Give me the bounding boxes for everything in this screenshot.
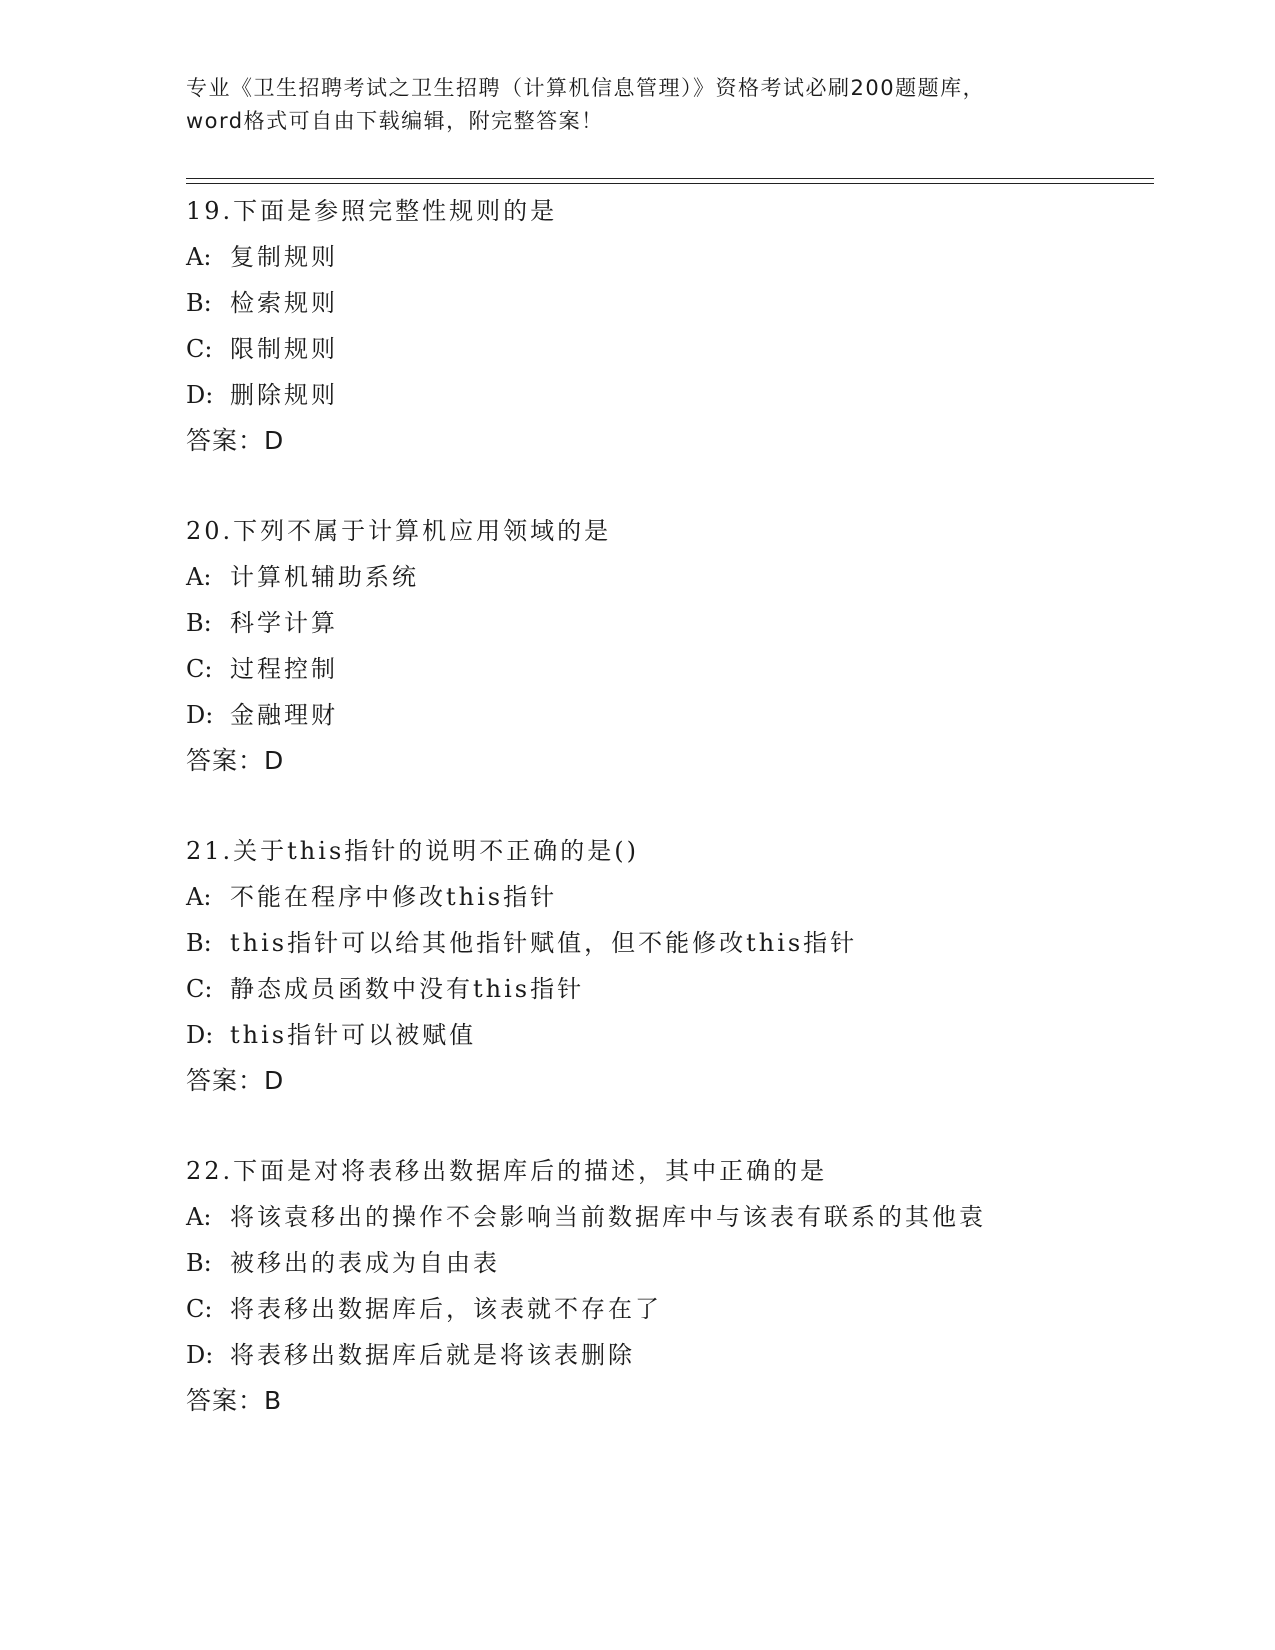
- option-text: 将表移出数据库后，该表就不存在了: [230, 1295, 662, 1323]
- option-d: [186, 692, 611, 738]
- answer-line: 答案：D: [186, 426, 285, 455]
- option-a: [186, 874, 857, 920]
- header-line-2: word格式可自由下载编辑，附完整答案！: [186, 109, 604, 133]
- question-stem: 21.关于this指针的说明不正确的是(): [186, 837, 639, 865]
- option-key: A:: [186, 563, 212, 591]
- question-21: [186, 828, 857, 1104]
- question-19: [186, 188, 557, 464]
- option-text: 金融理财: [230, 701, 338, 729]
- option-text: 科学计算: [230, 609, 338, 637]
- option-key: C:: [186, 655, 213, 683]
- question-22: [186, 1148, 986, 1424]
- option-key: C:: [186, 335, 213, 363]
- option-c: [186, 966, 857, 1012]
- option-d: [186, 1332, 986, 1378]
- answer-line: 答案：D: [186, 1066, 285, 1095]
- header-divider-top: [186, 178, 1154, 179]
- document-header: [186, 72, 1086, 138]
- option-key: D:: [186, 701, 214, 729]
- option-text: 静态成员函数中没有this指针: [230, 975, 585, 1003]
- option-b: [186, 920, 857, 966]
- option-text: 过程控制: [230, 655, 338, 683]
- question-stem: 20.下列不属于计算机应用领域的是: [186, 517, 612, 545]
- option-text: 检索规则: [230, 289, 338, 317]
- option-key: B:: [186, 289, 212, 317]
- option-b: [186, 600, 611, 646]
- option-text: 被移出的表成为自由表: [230, 1249, 500, 1277]
- option-d: [186, 372, 557, 418]
- option-text: 限制规则: [230, 335, 338, 363]
- option-key: D:: [186, 1341, 214, 1369]
- option-text: 将表移出数据库后就是将该表删除: [230, 1341, 635, 1369]
- option-c: [186, 1286, 986, 1332]
- option-text: 计算机辅助系统: [230, 563, 419, 591]
- question-20: [186, 508, 611, 784]
- header-divider-bottom: [186, 183, 1154, 184]
- option-text: 将该袁移出的操作不会影响当前数据库中与该表有联系的其他袁: [230, 1203, 986, 1231]
- option-d: [186, 1012, 857, 1058]
- option-key: A:: [186, 1203, 212, 1231]
- question-stem: 19.下面是参照完整性规则的是: [186, 197, 558, 225]
- option-a: [186, 554, 611, 600]
- answer-line: 答案：B: [186, 1386, 283, 1415]
- option-key: C:: [186, 1295, 213, 1323]
- option-key: A:: [186, 883, 212, 911]
- answer-line: 答案：D: [186, 746, 285, 775]
- option-key: C:: [186, 975, 213, 1003]
- option-text: this指针可以给其他指针赋值，但不能修改this指针: [230, 929, 858, 957]
- option-c: [186, 646, 611, 692]
- header-line-1: 专业《卫生招聘考试之卫生招聘（计算机信息管理）》资格考试必刷200题题库，: [186, 76, 986, 100]
- option-key: B:: [186, 929, 212, 957]
- option-key: B:: [186, 1249, 212, 1277]
- option-c: [186, 326, 557, 372]
- option-key: B:: [186, 609, 212, 637]
- question-stem: 22.下面是对将表移出数据库后的描述，其中正确的是: [186, 1157, 828, 1185]
- option-text: 不能在程序中修改this指针: [230, 883, 558, 911]
- option-text: 复制规则: [230, 243, 338, 271]
- option-key: A:: [186, 243, 212, 271]
- option-key: D:: [186, 1021, 214, 1049]
- option-a: [186, 1194, 986, 1240]
- option-key: D:: [186, 381, 214, 409]
- option-b: [186, 1240, 986, 1286]
- option-text: 删除规则: [230, 381, 338, 409]
- option-text: this指针可以被赋值: [230, 1021, 477, 1049]
- option-b: [186, 280, 557, 326]
- option-a: [186, 234, 557, 280]
